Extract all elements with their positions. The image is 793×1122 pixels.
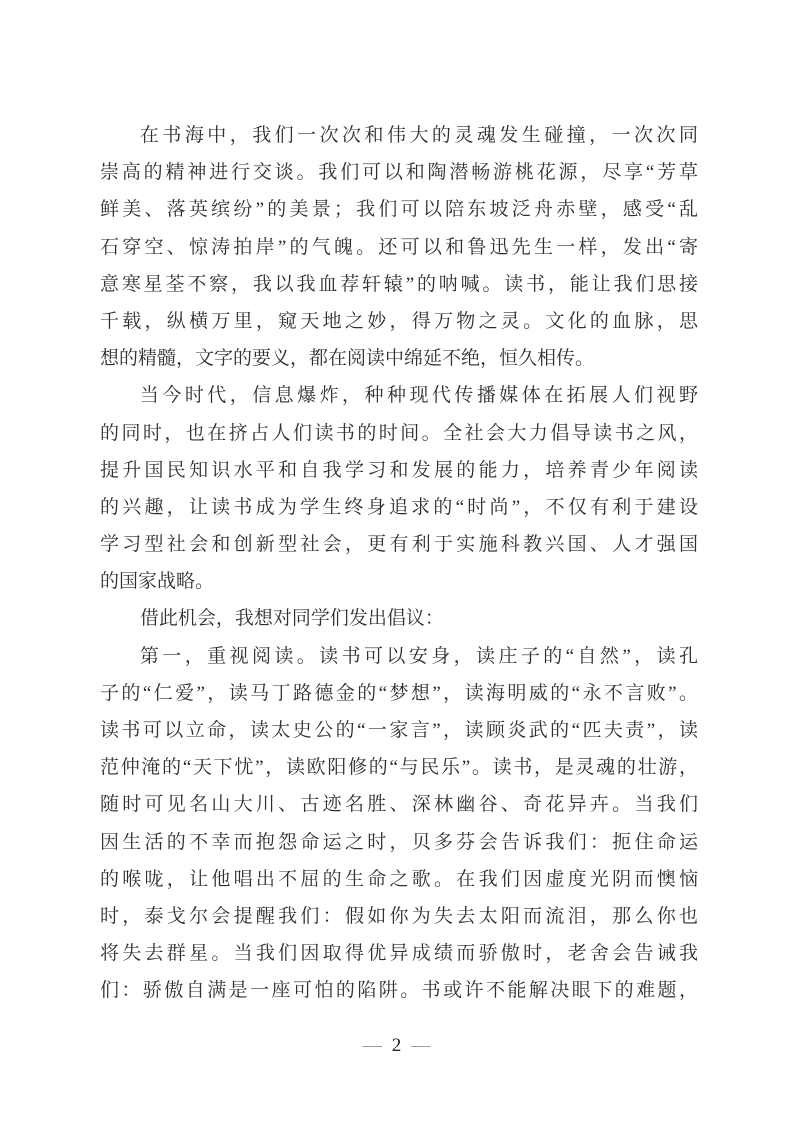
text-line: 第一，重视阅读。读书可以安身，读庄子的“自然”，读孔	[139, 645, 698, 667]
text-line: 随时可见名山大川、古迹名胜、深林幽谷、奇花异卉。当我们	[100, 794, 698, 816]
text-line: 范仲淹的“天下忧”，读欧阳修的“与民乐”。读书，是灵魂的壮游，	[100, 757, 698, 779]
text-line: 读书可以立命，读太史公的“一家言”，读顾炎武的“匹夫责”，读	[100, 720, 698, 741]
page-footer	[0, 1033, 793, 1059]
text-line: 当今时代，信息爆炸，种种现代传播媒体在拓展人们视野	[139, 385, 698, 407]
text-line: 崇高的精神进行交谈。我们可以和陶潜畅游桃花源，尽享“芳草	[100, 162, 698, 184]
text-line: 鲜美、落英缤纷”的美景；我们可以陪东坡泛舟赤壁，感受“乱	[100, 199, 698, 221]
paragraph-1	[100, 117, 698, 377]
text-line: 在书海中，我们一次次和伟大的灵魂发生碰撞，一次次同	[139, 125, 698, 146]
text-line: 学习型社会和创新型社会，更有利于实施科教兴国、人才强国	[100, 534, 698, 556]
footer-left-dash: —	[362, 1035, 382, 1056]
text-line: 石穿空、惊涛拍岸”的气魄。还可以和鲁迅先生一样，发出“寄	[100, 236, 698, 258]
paragraph-3	[100, 600, 698, 637]
text-line: 的兴趣，让读书成为学生终身追求的“时尚”，不仅有利于建设	[100, 496, 698, 518]
text-line: 的喉咙，让他唱出不屈的生命之歌。在我们因虚度光阴而懊恼	[100, 868, 698, 890]
document-body	[100, 117, 698, 1010]
paragraph-4	[100, 638, 698, 1010]
text-line: 借此机会，我想对同学们发出倡议：	[139, 608, 444, 630]
text-line: 的国家战略。	[100, 571, 215, 593]
text-line: 因生活的不幸而抱怨命运之时，贝多芬会告诉我们：扼住命运	[100, 831, 698, 853]
page-number: 2	[391, 1035, 402, 1056]
text-line: 千载，纵横万里，窥天地之妙，得万物之灵。文化的血脉，思	[100, 310, 698, 332]
paragraph-2	[100, 377, 698, 600]
text-line: 们：骄傲自满是一座可怕的陷阱。书或许不能解决眼下的难题，	[100, 980, 698, 1002]
text-line: 时，泰戈尔会提醒我们：假如你为失去太阳而流泪，那么你也	[100, 905, 698, 927]
text-line: 的同时，也在挤占人们读书的时间。全社会大力倡导读书之风，	[100, 422, 698, 444]
text-line: 想的精髓，文字的要义，都在阅读中绵延不绝，恒久相传。	[100, 348, 595, 370]
footer-right-dash: —	[411, 1035, 431, 1056]
text-line: 将失去群星。当我们因取得优异成绩而骄傲时，老舍会告诫我	[100, 943, 698, 965]
text-line: 提升国民知识水平和自我学习和发展的能力，培养青少年阅读	[100, 459, 698, 481]
text-line: 子的“仁爱”，读马丁路德金的“梦想”，读海明威的“永不言败”。	[100, 682, 698, 704]
text-line: 意寒星荃不察，我以我血荐轩辕”的呐喊。读书，能让我们思接	[100, 273, 698, 295]
